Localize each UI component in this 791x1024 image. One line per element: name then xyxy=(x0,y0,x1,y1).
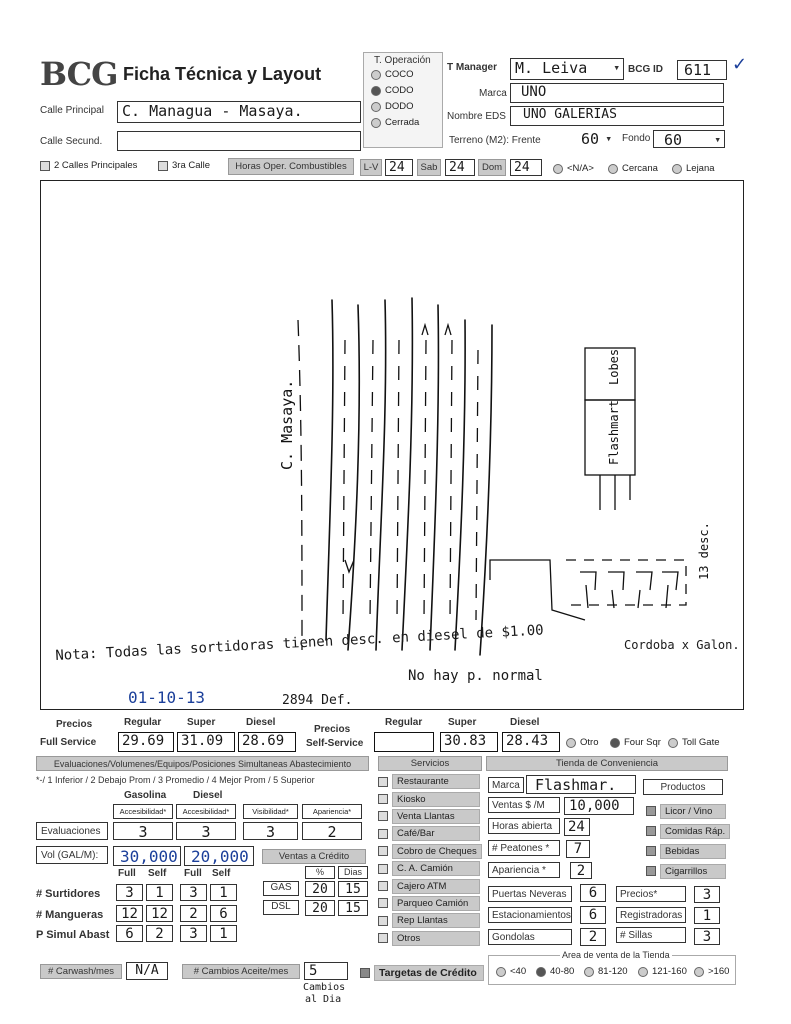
full-regular-price[interactable]: 29.69 xyxy=(118,732,174,752)
self-header-1: Self xyxy=(148,868,167,879)
checkbox-icon xyxy=(158,161,168,171)
sab-label: Sab xyxy=(417,159,441,176)
gasolina-header: Gasolina xyxy=(124,790,167,801)
vol-label: Vol (GAL/M): xyxy=(36,846,108,864)
checkbox-icon xyxy=(378,916,388,926)
bcg-id-label: BCG ID xyxy=(628,64,663,75)
checkbox-icon xyxy=(378,794,388,804)
full-header-2: Full xyxy=(184,868,202,879)
full-super-price[interactable]: 31.09 xyxy=(177,732,235,752)
radio-icon xyxy=(566,738,576,748)
eval-apariencia[interactable]: 2 xyxy=(302,822,362,840)
checkbox-icon xyxy=(378,829,388,839)
full-prices-label-2: Full Service xyxy=(40,737,97,748)
sketch-note-line1b: Cordoba x Galon. xyxy=(624,638,740,652)
diesel-eval-header: Diesel xyxy=(193,790,223,801)
surtidores-gas-self[interactable]: 1 xyxy=(146,884,173,901)
precios-tienda-label: Precios* xyxy=(616,886,686,902)
radio-icon xyxy=(668,738,678,748)
checkbox-checked-icon xyxy=(646,826,656,836)
puertas-label: Puertas Neveras xyxy=(488,886,572,902)
radio-icon xyxy=(584,967,594,977)
calle-secund-field[interactable] xyxy=(117,131,361,151)
sab-field[interactable]: 24 xyxy=(445,159,475,176)
estacionamientos-label: Estacionamientos xyxy=(488,907,572,923)
calle-principal-label: Calle Principal xyxy=(40,105,104,116)
area-lt40[interactable]: <40 xyxy=(496,966,526,977)
producto-bebidas[interactable]: Bebidas xyxy=(646,841,730,861)
servicio-cafe-bar[interactable]: Café/Bar xyxy=(378,825,482,842)
self-super-header: Super xyxy=(448,717,477,728)
accesibilidad-gas-header: Accesibilidad* xyxy=(113,804,173,819)
full-diesel-header: Diesel xyxy=(246,717,276,728)
checkbox-checked-icon xyxy=(646,806,656,816)
building-top-label: Lobes xyxy=(607,348,621,385)
radio-toll-gate[interactable]: Toll Gate xyxy=(668,737,720,748)
full-diesel-price[interactable]: 28.69 xyxy=(238,732,296,752)
self-diesel-price[interactable]: 28.43 xyxy=(502,732,560,752)
horas-oper-button[interactable]: Horas Oper. Combustibles xyxy=(228,158,354,175)
registradoras-label: Registradoras xyxy=(616,907,686,923)
servicios-list xyxy=(378,773,482,947)
radio-icon xyxy=(694,967,704,977)
gas-credit-dias[interactable]: 15 xyxy=(338,881,368,897)
self-header-2: Self xyxy=(212,868,231,879)
radio-codo[interactable]: CODO xyxy=(371,85,419,96)
cambios-label: # Cambios Aceite/mes xyxy=(182,964,300,979)
radio-icon xyxy=(371,102,381,112)
radio-icon xyxy=(371,118,381,128)
simul-diesel-self[interactable]: 1 xyxy=(210,925,237,942)
eval-visibilidad[interactable]: 3 xyxy=(243,822,298,840)
radio-icon xyxy=(496,967,506,977)
sketch-note-line2: No hay p. normal xyxy=(408,668,543,684)
servicio-parqueo-camion[interactable]: Parqueo Camión xyxy=(378,895,482,912)
radio-icon xyxy=(672,164,682,174)
checkbox-icon xyxy=(378,811,388,821)
proximity-na[interactable]: <N/A> xyxy=(553,163,594,174)
sketch-extra: 2894 Def. xyxy=(282,693,353,708)
proximity-cercana[interactable]: Cercana xyxy=(608,163,658,174)
cambios-note-1: Cambios xyxy=(303,982,346,993)
radio-icon xyxy=(371,70,381,80)
pct-header: % xyxy=(305,866,335,879)
radio-coco[interactable]: COCO xyxy=(371,69,419,80)
producto-licor[interactable]: Licor / Vino xyxy=(646,801,730,821)
marca-label: Marca xyxy=(479,88,507,99)
self-regular-price[interactable] xyxy=(374,732,434,752)
fondo-select[interactable]: 60 ▾ xyxy=(653,130,725,148)
radio-dodo[interactable]: DODO xyxy=(371,101,419,112)
checkbox-checked-icon xyxy=(646,866,656,876)
check-mark-icon: ✓ xyxy=(732,54,748,74)
ventas-field[interactable]: 10,000 xyxy=(564,797,634,815)
sillas-field[interactable]: 3 xyxy=(694,928,720,945)
simul-gas-full[interactable]: 6 xyxy=(116,925,143,942)
ventas-credito-button[interactable]: Ventas a Crédito xyxy=(262,849,366,864)
checkbox-icon xyxy=(40,161,50,171)
eval-accesibilidad-diesel[interactable]: 3 xyxy=(176,822,236,840)
apariencia-header: Apariencia* xyxy=(302,804,362,819)
productos-header: Productos xyxy=(643,779,723,795)
producto-cigarrillos[interactable]: Cigarrillos xyxy=(646,861,730,881)
radio-icon xyxy=(608,164,618,174)
carwash-label: # Carwash/mes xyxy=(40,964,122,979)
frente-select[interactable]: 60 ▾ xyxy=(545,130,615,148)
visibilidad-header: Visibilidad* xyxy=(243,804,298,819)
checkbox-icon xyxy=(378,777,388,787)
self-prices-label-1: Precios xyxy=(314,724,351,735)
apariencia-tienda-field[interactable]: 2 xyxy=(570,862,592,879)
productos-list xyxy=(646,801,730,881)
desc-label: 13 desc. xyxy=(697,522,711,580)
radio-four-sqr[interactable]: Four Sqr xyxy=(610,737,661,748)
eval-accesibilidad-gas[interactable]: 3 xyxy=(113,822,173,840)
accesibilidad-diesel-header: Accesibilidad* xyxy=(176,804,236,819)
peatones-label: # Peatones * xyxy=(488,840,560,856)
mangueras-gas-full[interactable]: 12 xyxy=(116,905,143,922)
horas-abierta-field[interactable]: 24 xyxy=(564,818,590,836)
servicio-cobro-cheques[interactable]: Cobro de Cheques xyxy=(378,843,482,860)
calle-secund-label: Calle Secund. xyxy=(40,136,103,147)
sketch-note-line1: Nota: Todas las sortidoras tienen desc. en diesel de $1.00 xyxy=(55,622,545,664)
dsl-credit-dias[interactable]: 15 xyxy=(338,900,368,916)
fondo-label: Fondo xyxy=(622,133,651,144)
full-regular-header: Regular xyxy=(124,717,162,728)
dos-calles-checkbox[interactable]: 2 Calles Principales xyxy=(40,160,137,171)
tienda-tab[interactable]: Tienda de Conveniencia xyxy=(486,756,728,771)
mangueras-diesel-full[interactable]: 2 xyxy=(180,905,207,922)
cambios-note-2: al Dia xyxy=(305,994,342,1005)
checkbox-checked-icon xyxy=(646,846,656,856)
calle-principal-field[interactable]: C. Managua - Masaya. xyxy=(117,101,361,123)
mangueras-gas-self[interactable]: 12 xyxy=(146,905,173,922)
servicio-restaurante[interactable]: Restaurante xyxy=(378,773,482,790)
proximity-lejana[interactable]: Lejana xyxy=(672,163,715,174)
bcg-id-field[interactable]: 611 xyxy=(677,60,727,80)
servicio-cajero-atm[interactable]: Cajero ATM xyxy=(378,877,482,894)
vol-diesel-field[interactable]: 20,000 xyxy=(184,846,254,866)
checkbox-checked-icon xyxy=(360,968,370,978)
self-regular-header: Regular xyxy=(385,717,423,728)
road-label: C. Masaya. xyxy=(278,379,296,470)
simul-gas-self[interactable]: 2 xyxy=(146,925,173,942)
lv-label: L-V xyxy=(360,159,382,176)
scale-legend: *-/ 1 Inferior / 2 Debajo Prom / 3 Promedio / 4 Mejor Prom / 5 Superior xyxy=(36,775,315,785)
tarjetas-credito-checkbox[interactable]: Targetas de Crédito xyxy=(360,965,484,981)
radio-checked-icon xyxy=(536,967,546,977)
marca-field[interactable]: UNO xyxy=(510,83,724,103)
sillas-label: # Sillas xyxy=(616,927,686,943)
simul-diesel-full[interactable]: 3 xyxy=(180,925,207,942)
simul-label: P Simul Abast xyxy=(36,929,110,941)
servicio-otros[interactable]: Otros xyxy=(378,930,482,947)
surtidores-diesel-self[interactable]: 1 xyxy=(210,884,237,901)
gas-credit-pct[interactable]: 20 xyxy=(305,881,335,897)
area-venta-title: Area de venta de la Tienda xyxy=(562,950,670,960)
radio-checked-icon xyxy=(610,738,620,748)
t-manager-select[interactable]: M. Leiva ▾ xyxy=(510,58,624,80)
self-prices-label-2: Self-Service xyxy=(306,738,364,749)
area-121-160[interactable]: 121-160 xyxy=(638,966,687,977)
full-prices-label-1: Precios xyxy=(56,719,93,730)
building-bottom-label: Flashmart xyxy=(607,399,621,465)
t-manager-label: T Manager xyxy=(447,62,498,73)
radio-icon xyxy=(638,967,648,977)
t-operacion-options xyxy=(371,69,419,128)
area-81-120[interactable]: 81-120 xyxy=(584,966,628,977)
radio-icon xyxy=(553,164,563,174)
mangueras-diesel-self[interactable]: 6 xyxy=(210,905,237,922)
producto-comidas[interactable]: Comidas Ráp. xyxy=(646,821,730,841)
t-operacion-label: T. Operación xyxy=(374,55,431,66)
radio-checked-icon xyxy=(371,86,381,96)
carwash-field[interactable]: N/A xyxy=(126,962,168,980)
checkbox-icon xyxy=(378,898,388,908)
apariencia-tienda-label: Apariencia * xyxy=(488,862,560,878)
servicio-ca-camion[interactable]: C. A. Camión xyxy=(378,860,482,877)
tienda-marca-label: Marca xyxy=(488,777,524,793)
self-super-price[interactable]: 30.83 xyxy=(440,732,498,752)
servicios-tab[interactable]: Servicios xyxy=(378,756,482,771)
page-title: Ficha Técnica y Layout xyxy=(123,64,322,84)
dom-field[interactable]: 24 xyxy=(510,159,542,176)
ventas-label: Ventas $ /M xyxy=(488,797,560,813)
registradoras-field[interactable]: 1 xyxy=(694,907,720,924)
lv-field[interactable]: 24 xyxy=(385,159,413,176)
evaluaciones-tab[interactable]: Evaluaciones/Volumenes/Equipos/Posiciones Simultaneas Abastecimiento xyxy=(36,756,369,771)
logo: BCG xyxy=(40,55,118,93)
checkbox-icon xyxy=(378,846,388,856)
servicio-venta-llantas[interactable]: Venta Llantas xyxy=(378,808,482,825)
tercera-calle-checkbox[interactable]: 3ra Calle xyxy=(158,160,210,171)
dom-label: Dom xyxy=(478,159,506,176)
evaluaciones-label: Evaluaciones xyxy=(36,822,108,840)
gondolas-field[interactable]: 2 xyxy=(580,928,606,946)
gas-credit-label: GAS xyxy=(263,881,299,896)
cambios-field[interactable]: 5 xyxy=(304,962,348,980)
checkbox-icon xyxy=(378,864,388,874)
nombre-eds-field[interactable]: UNO GALERIAS xyxy=(510,106,724,126)
area-40-80[interactable]: 40-80 xyxy=(536,966,574,977)
radio-cerrada[interactable]: Cerrada xyxy=(371,117,419,128)
precios-tienda-field[interactable]: 3 xyxy=(694,886,720,903)
radio-otro[interactable]: Otro xyxy=(566,737,598,748)
checkbox-icon xyxy=(378,933,388,943)
checkbox-icon xyxy=(378,881,388,891)
servicio-rep-llantas[interactable]: Rep Llantas xyxy=(378,912,482,929)
area-gt160[interactable]: >160 xyxy=(694,966,729,977)
terreno-label: Terreno (M2): Frente xyxy=(449,135,541,146)
dias-header: Dias xyxy=(338,866,368,879)
tienda-marca-field[interactable]: Flashmar. xyxy=(526,775,636,794)
surtidores-gas-full[interactable]: 3 xyxy=(116,884,143,901)
self-diesel-header: Diesel xyxy=(510,717,540,728)
surtidores-diesel-full[interactable]: 3 xyxy=(180,884,207,901)
mangueras-label: # Mangueras xyxy=(36,909,104,921)
peatones-field[interactable]: 7 xyxy=(566,840,590,858)
sketch-date: 01-10-13 xyxy=(128,688,206,707)
surtidores-label: # Surtidores xyxy=(36,888,101,900)
dsl-credit-label: DSL xyxy=(263,900,299,915)
horas-abierta-label: Horas abierta xyxy=(488,818,560,834)
puertas-field[interactable]: 6 xyxy=(580,884,606,902)
servicio-kiosko[interactable]: Kiosko xyxy=(378,790,482,807)
full-super-header: Super xyxy=(187,717,216,728)
gondolas-label: Gondolas xyxy=(488,929,572,945)
nombre-eds-label: Nombre EDS xyxy=(447,111,506,122)
estacionamientos-field[interactable]: 6 xyxy=(580,906,606,924)
dsl-credit-pct[interactable]: 20 xyxy=(305,900,335,916)
full-header-1: Full xyxy=(118,868,136,879)
vol-gas-field[interactable]: 30,000 xyxy=(113,846,181,866)
